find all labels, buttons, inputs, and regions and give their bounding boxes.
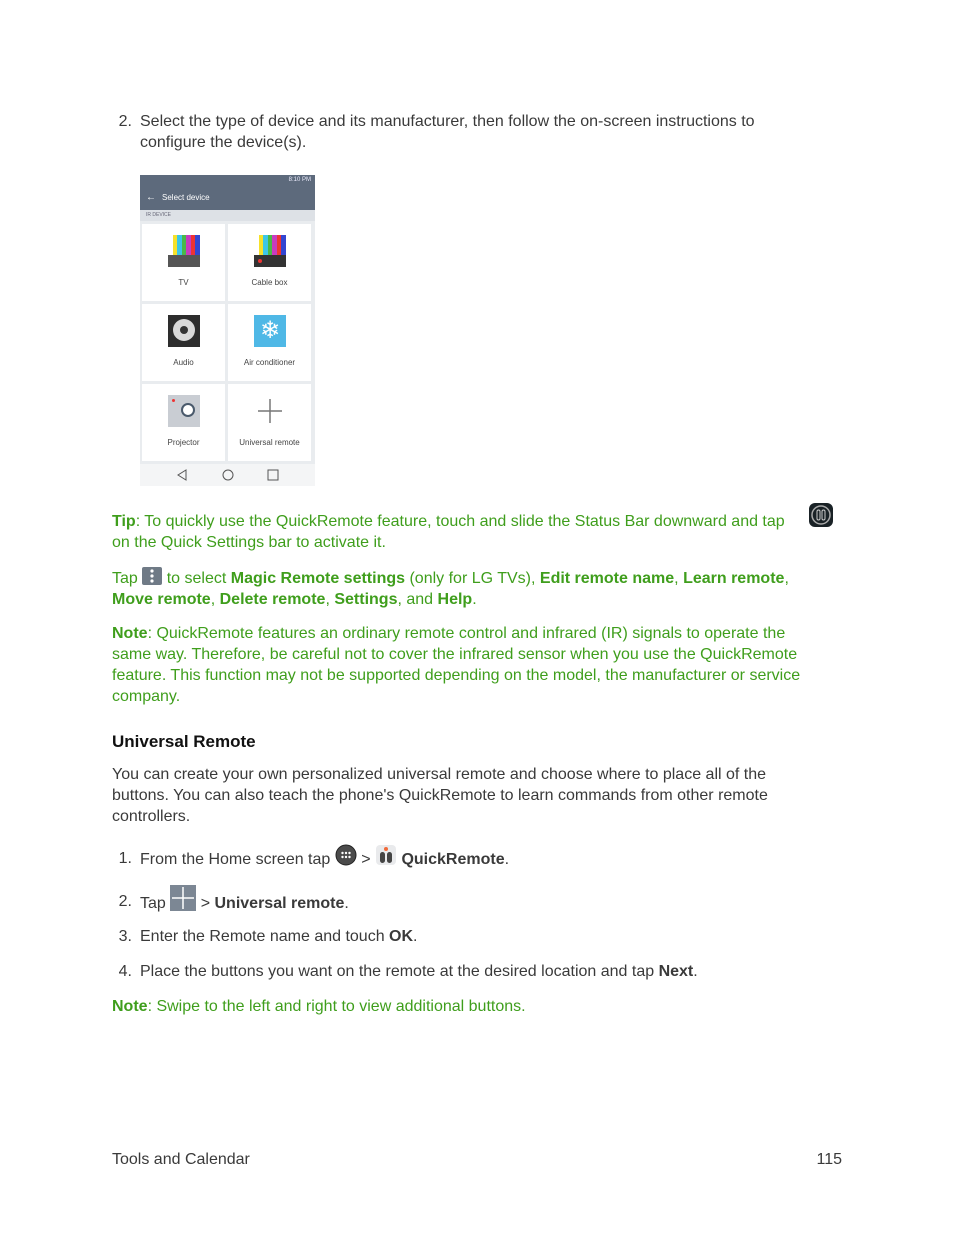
period: . — [472, 591, 477, 608]
note-label: Note — [112, 625, 148, 642]
menu-option-delete-remote: Delete remote — [219, 591, 326, 608]
section-label: IR DEVICE — [140, 210, 315, 221]
step-3 — [112, 926, 842, 947]
intro-line: buttons. You can also teach the phone's QuickRemote to learn commands from other remote — [112, 787, 768, 804]
separator: , — [784, 570, 789, 587]
menu-option-magic-remote-settings: Magic Remote settings — [230, 570, 406, 587]
device-tile-universal-remote[interactable] — [228, 384, 311, 461]
projector-icon — [168, 395, 200, 427]
note-text-line: company. — [112, 688, 181, 705]
device-tile-tv[interactable] — [142, 224, 225, 301]
separator: , — [210, 591, 216, 608]
page-number: 115 — [816, 1151, 842, 1168]
device-label: Audio — [173, 358, 194, 367]
step-number: 2. — [118, 113, 132, 130]
step-number: 3. — [118, 928, 132, 945]
tip-text: : To quickly use the QuickRemote feature, touch and slide the Status Bar downward and tap — [135, 513, 785, 530]
period: . — [504, 851, 510, 869]
device-label: Universal remote — [239, 438, 300, 447]
device-label: TV — [178, 278, 189, 287]
period: . — [693, 963, 698, 980]
quickremote-toggle-icon — [809, 503, 833, 527]
step-number: 4. — [118, 963, 132, 980]
tap-text: Tap — [112, 570, 138, 587]
section-heading: Universal Remote — [112, 732, 256, 751]
note-text: : QuickRemote features an ordinary remote control and infrared (IR) signals to operate the — [147, 625, 786, 642]
step-4 — [112, 961, 842, 982]
step-separator: > — [361, 851, 371, 869]
device-tile-audio[interactable] — [142, 304, 225, 381]
separator: , — [325, 591, 330, 608]
apps-icon — [335, 844, 357, 866]
recents-nav-icon — [268, 470, 278, 480]
intro-paragraph — [112, 764, 842, 827]
step-number: 2. — [118, 893, 132, 910]
app-bar-title: Select device — [162, 193, 210, 202]
cable-box-icon — [254, 235, 286, 267]
ok-label: OK — [389, 928, 414, 945]
status-bar — [140, 175, 315, 186]
device-label: Air conditioner — [243, 358, 296, 367]
note-text-line: feature. This function may not be supported depending on the model, the manufacturer or service — [112, 667, 801, 684]
intro-line: controllers. — [112, 808, 191, 825]
to-select-text: to select — [166, 570, 227, 587]
menu-option-help: Help — [437, 591, 473, 608]
back-nav-icon — [178, 470, 186, 480]
step-text: Enter the Remote name and touch — [140, 928, 385, 945]
quickremote-app-icon — [375, 844, 397, 866]
note-text: : Swipe to the left and right to view additional buttons. — [147, 998, 526, 1015]
tip-label: Tip — [112, 513, 136, 530]
tv-icon — [168, 235, 200, 267]
menu-option-edit-remote-name: Edit remote name — [539, 570, 675, 587]
footer-section-title: Tools and Calendar — [112, 1151, 250, 1168]
next-label: Next — [658, 963, 694, 980]
only-lg-text: (only for LG TVs), — [409, 570, 536, 587]
menu-option-move-remote: Move remote — [112, 591, 211, 608]
device-label: Projector — [167, 438, 200, 447]
option-universal-remote: Universal remote — [214, 895, 345, 913]
snowflake-icon: ❄ — [254, 315, 286, 347]
note-paragraph — [112, 623, 842, 707]
menu-dots-icon — [142, 567, 162, 585]
step-text: Place the buttons you want on the remote at the desired location and tap — [140, 963, 655, 980]
tip-paragraph — [112, 511, 842, 553]
step-text-line: configure the device(s). — [140, 134, 307, 151]
device-tile-cable-box[interactable] — [228, 224, 311, 301]
separator: , — [674, 570, 679, 587]
add-plus-icon — [170, 885, 196, 911]
device-tile-projector[interactable] — [142, 384, 225, 461]
navigation-bar — [140, 464, 315, 486]
audio-speaker-icon — [168, 315, 200, 347]
period: . — [413, 928, 418, 945]
device-label: Cable box — [251, 278, 288, 287]
step-2-top — [112, 111, 842, 153]
menu-option-settings: Settings — [334, 591, 398, 608]
phone-screenshot — [140, 175, 315, 486]
note-text-line: same way. Therefore, be careful not to cover the infrared sensor when you use the QuickRemote — [112, 646, 798, 663]
step-text: Tap — [140, 895, 166, 913]
home-nav-icon — [223, 470, 233, 480]
app-name-quickremote: QuickRemote — [401, 851, 505, 869]
menu-option-learn-remote: Learn remote — [683, 570, 785, 587]
tip-text-line2: on the Quick Settings bar to activate it. — [112, 534, 386, 551]
status-time: 8:10 PM — [288, 177, 311, 183]
note-paragraph-2 — [112, 996, 842, 1017]
period: . — [344, 895, 349, 913]
plus-icon — [254, 395, 286, 427]
step-2 — [112, 891, 842, 917]
tap-menu-paragraph — [112, 568, 842, 610]
step-number: 1. — [118, 850, 132, 867]
back-arrow-icon[interactable]: ← — [146, 192, 156, 203]
device-tile-air-conditioner[interactable] — [228, 304, 311, 381]
step-separator: > — [200, 895, 215, 913]
intro-line: You can create your own personalized universal remote and choose where to place all of the — [112, 766, 767, 783]
step-text: From the Home screen tap — [140, 851, 331, 869]
note-label: Note — [112, 998, 148, 1015]
and-text: , and — [397, 591, 434, 608]
app-bar — [140, 186, 315, 210]
step-text-line: Select the type of device and its manufacturer, then follow the on-screen instructions to — [140, 113, 755, 130]
step-1 — [112, 849, 842, 871]
